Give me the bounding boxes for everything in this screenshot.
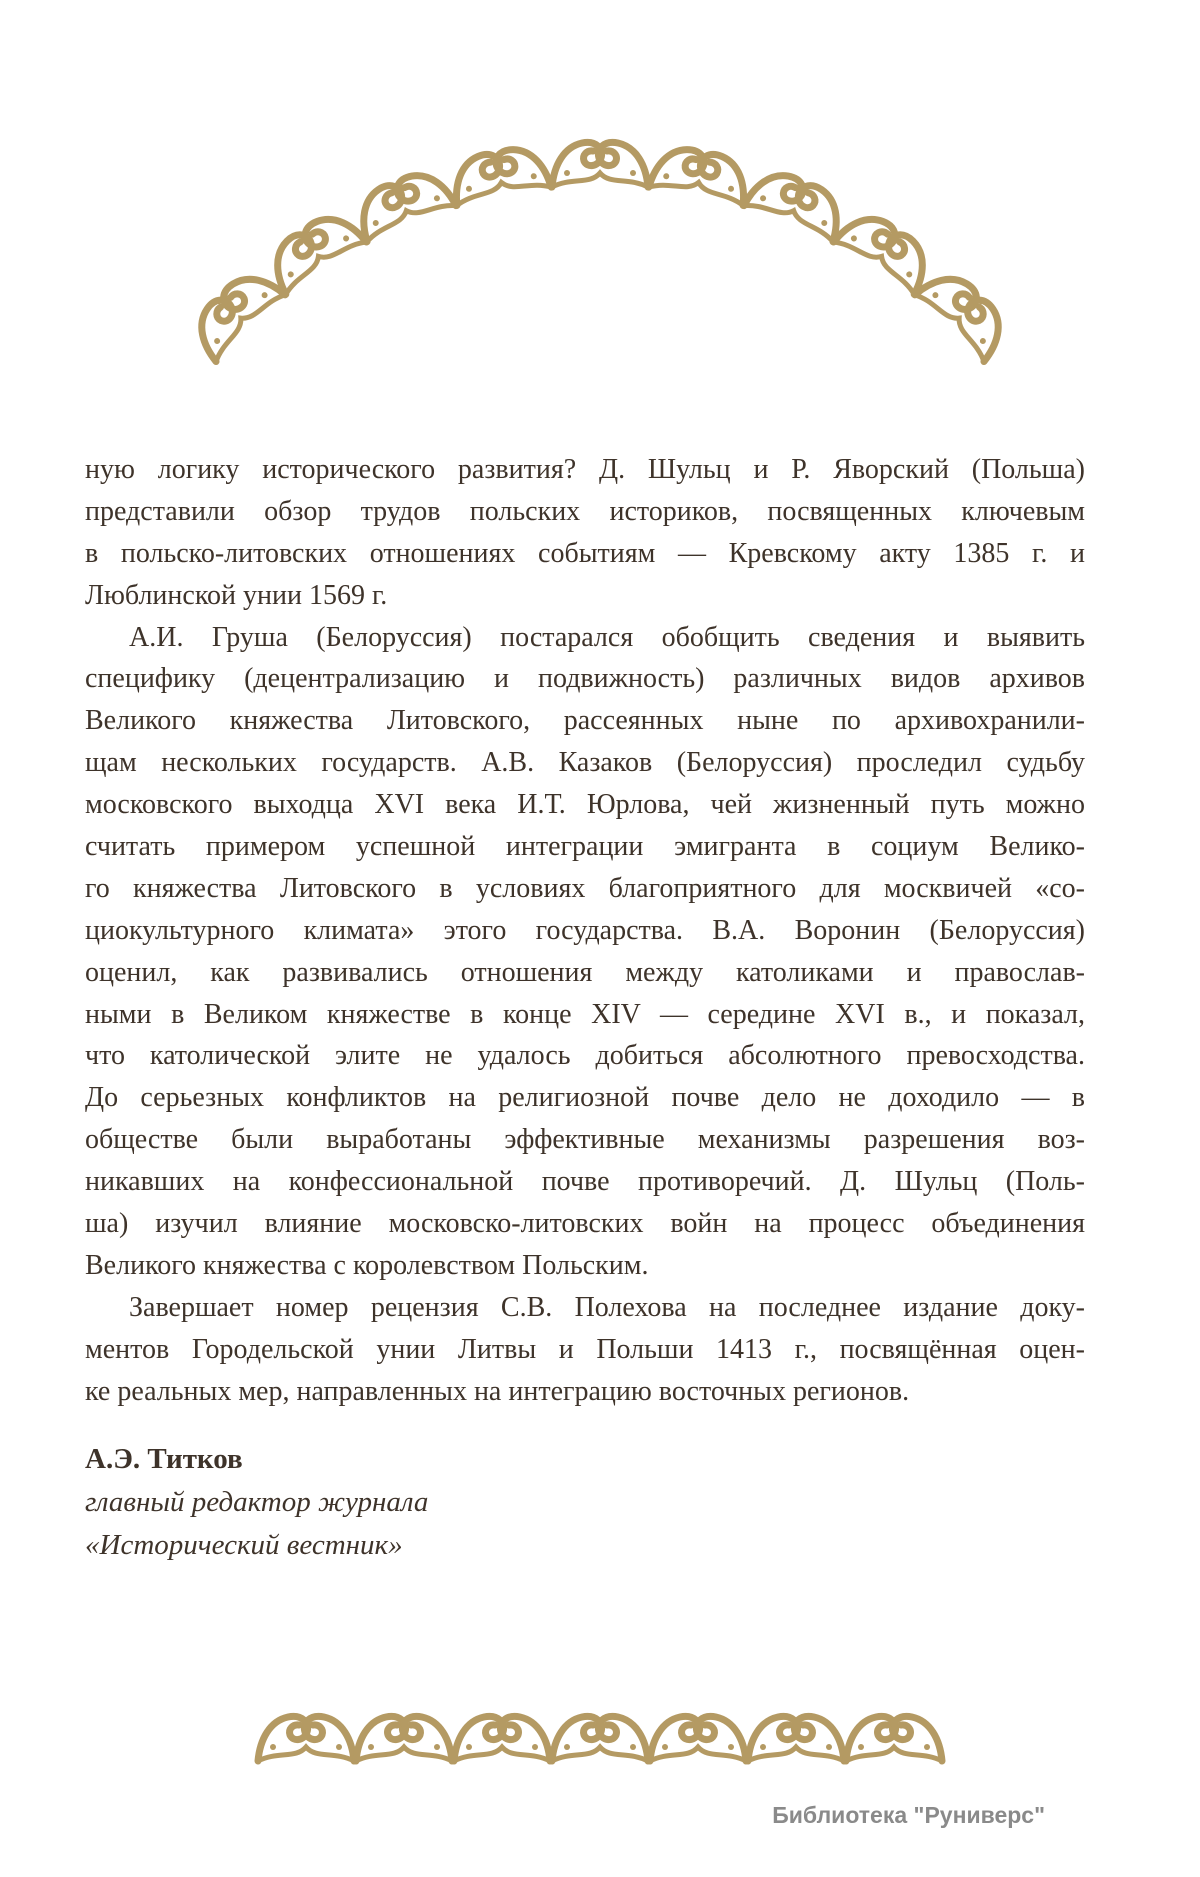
paragraph — [85, 617, 1085, 1287]
text-line: ную логику исторического развития? Д. Шульц и Р. Яворский (Польша) — [85, 454, 1085, 485]
text-line: никавших на конфессиональной почве противоречий. Д. Шульц (Поль- — [85, 1166, 1085, 1198]
text-line: оценил, как развивались отношения между католиками и православ- — [85, 956, 1085, 988]
paragraph — [85, 1287, 1085, 1413]
top-arc-ornament — [185, 142, 1015, 361]
text-line: в польско-литовских отношениях событиям — Кревскому акту 1385 г. и — [85, 537, 1085, 569]
journal-title: «Исторический вестник» — [85, 1529, 403, 1561]
paragraph — [85, 449, 1085, 617]
text-line: Великого княжества с королевством Польским. — [85, 1249, 649, 1281]
text-line: А.И. Груша (Белоруссия) постарался обобщить сведения и выявить — [129, 621, 1085, 653]
text-line: щам нескольких государств. А.В. Казаков (Белоруссия) проследил судьбу — [85, 747, 1085, 779]
library-watermark: Библиотека "Руниверс" — [772, 1802, 1045, 1828]
text-line: го княжества Литовского в условиях благоприятного для москвичей «со- — [85, 872, 1085, 904]
text-line: ными в Великом княжестве в конце XIV — середине XVI в., и показал, — [85, 998, 1085, 1030]
text-line: До серьезных конфликтов на религиозной почве дело не доходило — в — [85, 1082, 1085, 1114]
text-line: ке реальных мер, направленных на интеграцию восточных регионов. — [85, 1375, 910, 1407]
text-line: обществе были выработаны эффективные механизмы разрешения воз- — [85, 1124, 1085, 1156]
text-line: ментов Городельской унии Литвы и Польши 1413 г., посвящённая оцен- — [85, 1333, 1085, 1365]
text-line: Люблинской унии 1569 г. — [85, 579, 388, 611]
article-text — [85, 449, 1085, 1412]
text-line: московского выходца XVI века И.Т. Юрлова, чей жизненный путь можно — [85, 789, 1085, 821]
bottom-band-ornament — [258, 1716, 942, 1761]
text-line: циокультурного климата» этого государства. В.А. Воронин (Белоруссия) — [85, 914, 1085, 946]
text-line: Завершает номер рецензия С.В. Полехова на последнее издание доку- — [129, 1291, 1085, 1323]
text-line: представили обзор трудов польских историков, посвященных ключевым — [85, 495, 1085, 527]
text-line: ша) изучил влияние московско-литовских войн на процесс объединения — [85, 1208, 1085, 1240]
author-name: А.Э. Титков — [85, 1443, 243, 1475]
text-line: Великого княжества Литовского, рассеянных ныне по архивохранили- — [85, 705, 1085, 737]
text-line: специфику (децентрализацию и подвижность) различных видов архивов — [85, 663, 1085, 695]
text-line: что католической элите не удалось добиться абсолютного превосходства. — [85, 1040, 1085, 1072]
author-role: главный редактор журнала — [85, 1486, 429, 1518]
text-line: считать примером успешной интеграции эмигранта в социум Велико- — [85, 831, 1085, 863]
signature-block — [85, 1437, 428, 1567]
